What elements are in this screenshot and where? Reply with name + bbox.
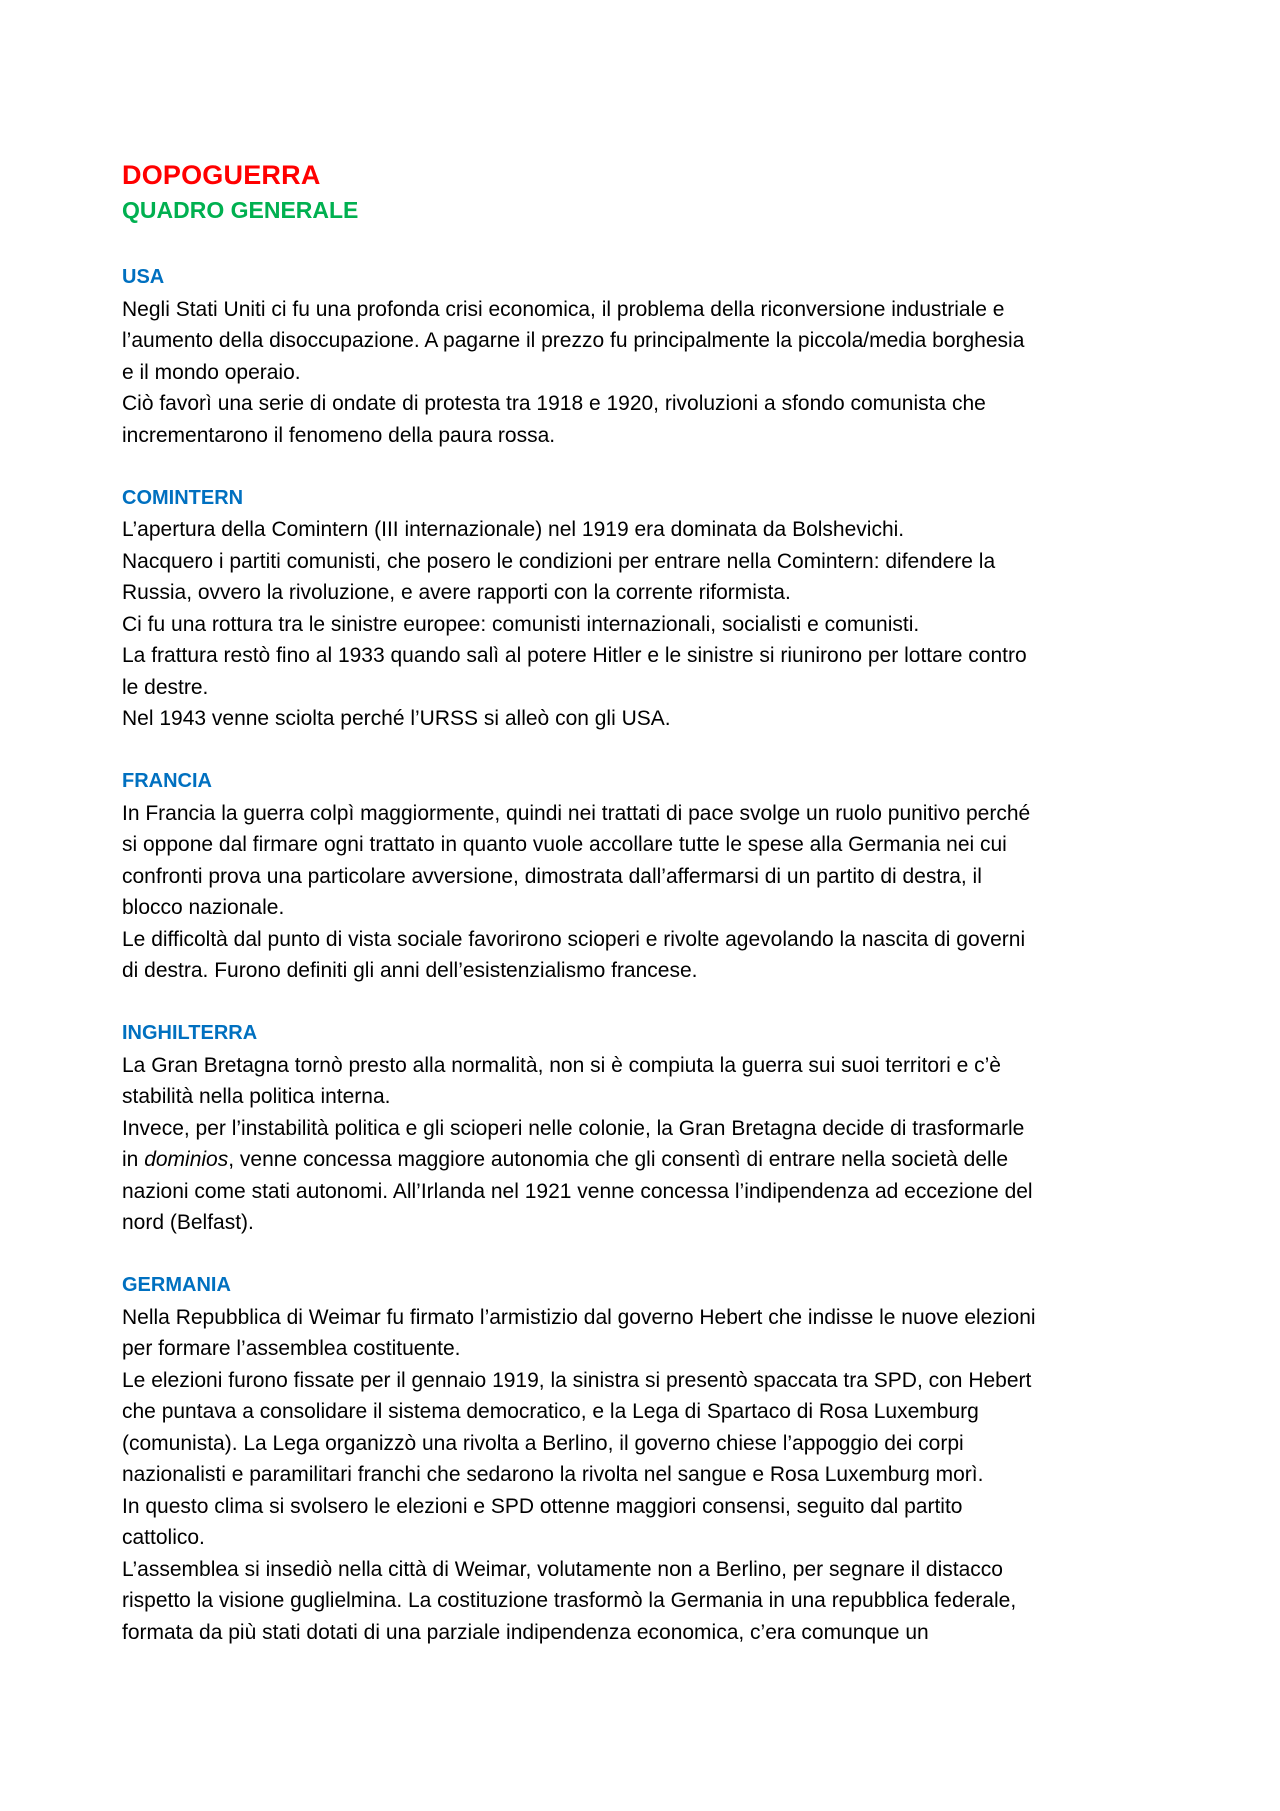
text-line: Invece, per l’instabilità politica e gli scioperi nelle colonie, la Gran Bretagna decide di trasformarle xyxy=(122,1116,1025,1140)
text-line: In Francia la guerra colpì maggiormente, quindi nei trattati di pace svolge un ruolo punitivo perché xyxy=(122,801,1031,825)
text-line: di destra. Furono definiti gli anni dell’esistenzialismo francese. xyxy=(122,959,698,982)
text-run: , venne concessa maggiore autonomia che gli consentì di entrare nella società delle xyxy=(228,1148,1009,1171)
text-line: e il mondo operaio. xyxy=(122,360,301,384)
text-line: Nella Repubblica di Weimar fu firmato l’armistizio dal governo Hebert che indisse le nuove elezioni xyxy=(122,1305,1036,1329)
section-heading: FRANCIA xyxy=(122,770,212,792)
text-run: in xyxy=(122,1148,145,1171)
text-line: In questo clima si svolsero le elezioni e SPD ottenne maggiori consensi, seguito dal partito xyxy=(122,1494,963,1518)
document-subtitle: QUADRO GENERALE xyxy=(122,197,359,223)
section-heading: INGHILTERRA xyxy=(122,1022,258,1044)
section-francia xyxy=(122,766,1172,987)
text-line: si oppone dal firmare ogni trattato in quanto vuole accollare tutte le spese alla Germania nei cui xyxy=(122,833,1007,856)
section-heading: GERMANIA xyxy=(122,1274,231,1296)
text-line: per formare l’assemblea costituente. xyxy=(122,1337,461,1360)
section-body xyxy=(122,514,1172,735)
italic-term: dominios xyxy=(144,1148,229,1171)
text-line: Nacquero i partiti comunisti, che posero le condizioni per entrare nella Comintern: difendere la xyxy=(122,549,996,573)
section-inghilterra xyxy=(122,1018,1172,1239)
text-line-with-italic xyxy=(122,1144,1172,1176)
text-line: La Gran Bretagna tornò presto alla normalità, non si è compiuta la guerra sui suoi territori e c’è xyxy=(122,1053,1001,1077)
text-line: incrementarono il fenomeno della paura rossa. xyxy=(122,423,556,447)
text-line: Negli Stati Uniti ci fu una profonda crisi economica, il problema della riconversione industriale e xyxy=(122,297,1005,321)
section-body xyxy=(122,294,1172,452)
section-usa xyxy=(122,262,1172,451)
section-body xyxy=(122,798,1172,987)
text-line: nazionalisti e paramilitari franchi che sedarono la rivolta nel sangue e Rosa Luxemburg morì. xyxy=(122,1463,984,1486)
text-line: Le elezioni furono fissate per il gennaio 1919, la sinistra si presentò spaccata tra SPD, con Hebert xyxy=(122,1368,1032,1392)
text-line: formata da più stati dotati di una parziale indipendenza economica, c’era comunque un xyxy=(122,1620,929,1644)
text-line: le destre. xyxy=(122,675,209,699)
text-line: rispetto la visione guglielmina. La costituzione trasformò la Germania in una repubblica federale, xyxy=(122,1589,1017,1612)
section-germania xyxy=(122,1270,1172,1648)
text-line: nazioni come stati autonomi. All’Irlanda nel 1921 venne concessa l’indipendenza ad eccezione del xyxy=(122,1179,1033,1203)
text-line: l’aumento della disoccupazione. A pagarne il prezzo fu principalmente la piccola/media borghesia xyxy=(122,329,1025,352)
section-comintern xyxy=(122,483,1172,735)
text-line: che puntava a consolidare il sistema democratico, e la Lega di Spartaco di Rosa Luxemburg xyxy=(122,1400,979,1423)
text-line: nord (Belfast). xyxy=(122,1211,254,1234)
text-line: confronti prova una particolare avversione, dimostrata dall’affermarsi di un partito di destra, il xyxy=(122,864,982,888)
section-heading: USA xyxy=(122,266,165,288)
section-body xyxy=(122,1050,1172,1239)
document-title: DOPOGUERRA xyxy=(122,160,321,190)
text-line: cattolico. xyxy=(122,1526,205,1549)
section-body xyxy=(122,1302,1172,1649)
section-heading: COMINTERN xyxy=(122,486,244,509)
text-line: Ci fu una rottura tra le sinistre europee: comunisti internazionali, socialisti e comunisti. xyxy=(122,612,920,636)
text-line: L’apertura della Comintern (III internazionale) nel 1919 era dominata da Bolshevichi. xyxy=(122,518,905,541)
text-line: La frattura restò fino al 1933 quando salì al potere Hitler e le sinistre si riunirono per lottare contro xyxy=(122,644,1027,667)
text-line: blocco nazionale. xyxy=(122,896,285,919)
text-line: Russia, ovvero la rivoluzione, e avere rapporti con la corrente riformista. xyxy=(122,581,791,604)
text-line: stabilità nella politica interna. xyxy=(122,1085,391,1108)
text-line: Le difficoltà dal punto di vista sociale favorirono scioperi e rivolte agevolando la nascita di governi xyxy=(122,927,1026,951)
text-line: Ciò favorì una serie di ondate di protesta tra 1918 e 1920, rivoluzioni a sfondo comunista che xyxy=(122,392,986,415)
document-content xyxy=(122,158,1172,1680)
text-line: Nel 1943 venne sciolta perché l’URSS si alleò con gli USA. xyxy=(122,707,671,730)
text-line: L’assemblea si insediò nella città di Weimar, volutamente non a Berlino, per segnare il distacco xyxy=(122,1557,1003,1581)
text-line: (comunista). La Lega organizzò una rivolta a Berlino, il governo chiese l’appoggio dei corpi xyxy=(122,1431,964,1455)
